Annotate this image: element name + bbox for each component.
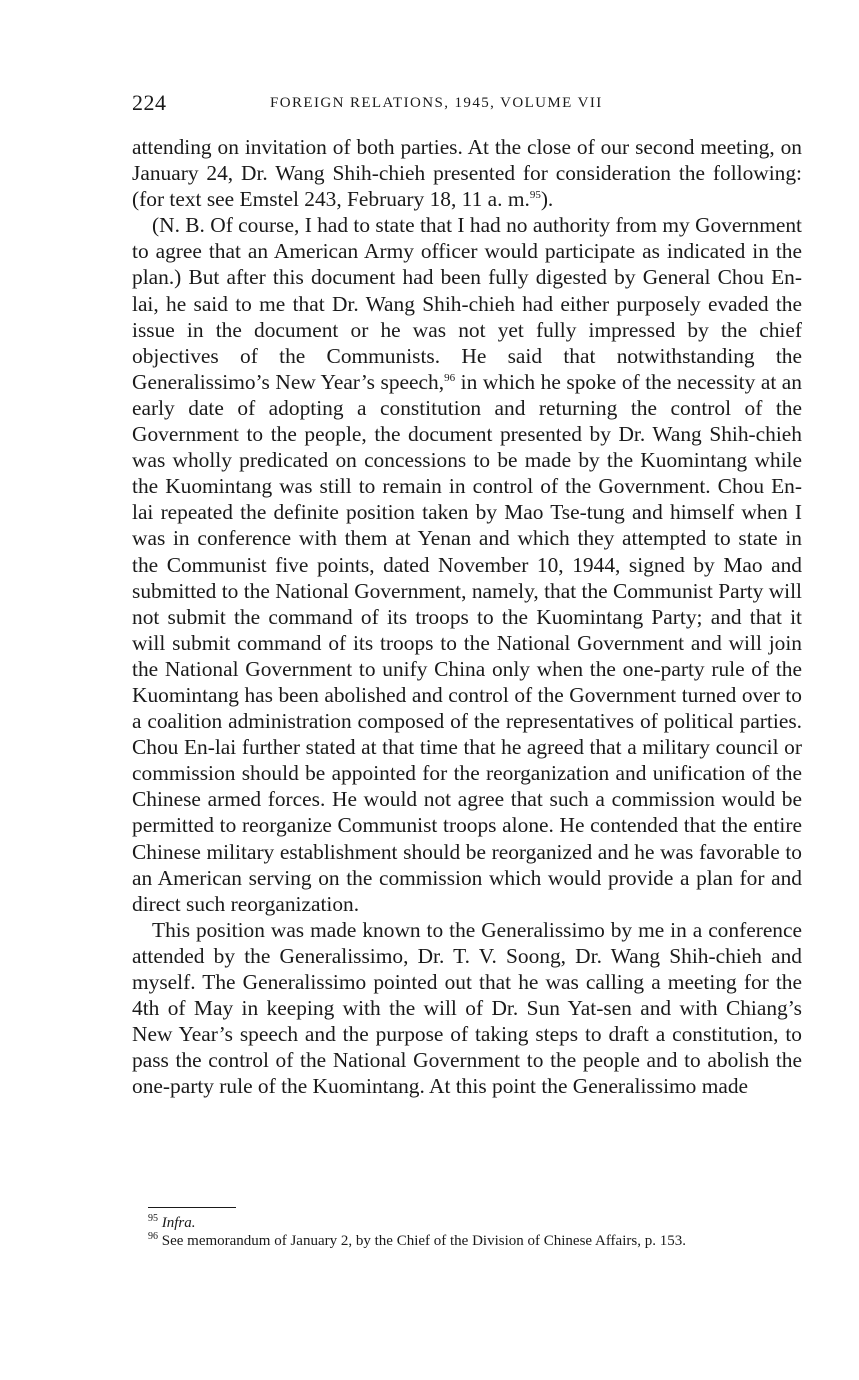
paragraph-3 xyxy=(132,917,802,1100)
paragraph-2-text-end: in which he spoke of the necessity at an early date of adopting a constitution and returning the control of the Government to the people, the document presented by Dr. Wang Shih-chieh was wholly predicated on concessions to be made by the Kuomintang while the Kuomintang was still to remain in control of the Government. Chou En-lai repeated the definite position taken by Mao Tse-tung and himself when I was in conference with them at Yenan and which they attempted to state in the Communist five points, dated November 10, 1944, signed by Mao and submitted to the National Government, namely, that the Communist Party will not submit the command of its troops to the Kuomintang Party; and that it will submit command of its troops to the National Government and will join the National Government to unify China only when the one-party rule of the Kuomintang has been abolished and control of the Government turned over to a coalition administration composed of the representatives of political parties. Chou En-lai further stated at that time that he agreed that a military council or commission should be appointed for the reorganization and unification of the Chinese armed forces. He would not agree that such a commission would be permitted to reorganize Communist troops alone. He contended that the entire Chinese military establishment should be reorganized and he was favorable to an American serving on the commission which would provide a plan for and direct such reorganization. xyxy=(132,369,802,916)
paragraph-1-text: attending on invitation of both parties. At the close of our second meeting, on January 24, Dr. Wang Shih-chieh presented for consideration the following: (for text see Emstel 243, February 18, 11 a. m. xyxy=(132,135,802,212)
footnote-divider xyxy=(148,1207,236,1208)
paragraph-1 xyxy=(132,134,802,212)
running-head: FOREIGN RELATIONS, 1945, VOLUME VII xyxy=(270,95,603,111)
footnote-96-text: See memorandum of January 2, by the Chief of the Division of Chinese Affairs, p. 153. xyxy=(161,1233,686,1249)
footnotes xyxy=(132,1214,802,1250)
paragraph-2 xyxy=(132,212,802,917)
paragraph-3-text: This position was made known to the Generalissimo by me in a conference attended by the Generalissimo, Dr. T. V. Soong, Dr. Wang Shih-chieh and myself. The Generalissimo pointed out that he was calling a meeting for the 4th of May in keeping with the will of Dr. Sun Yat-sen and with Chiang’s New Year’s speech and the purpose of taking steps to draft a constitution, to pass the control of the National Government to the people and to abolish the one-party rule of the Kuomintang. At this point the Generalissimo made xyxy=(132,917,802,1099)
footnote-96 xyxy=(132,1232,802,1250)
footnote-mark-95: 95 xyxy=(148,1213,158,1224)
footnote-ref-95: 95 xyxy=(529,189,541,202)
footnote-95 xyxy=(132,1214,802,1232)
footnote-ref-96: 96 xyxy=(444,371,456,384)
body-text xyxy=(132,134,802,1099)
footnote-mark-96: 96 xyxy=(148,1231,158,1242)
page-header xyxy=(132,90,802,120)
footnote-95-text: Infra. xyxy=(161,1215,196,1231)
page-number: 224 xyxy=(132,90,167,115)
paragraph-1-text-end: ). xyxy=(540,187,554,212)
paragraph-2-text: (N. B. Of course, I had to state that I had no authority from my Government to agree that an American Army officer would participate as indicated in the plan.) But after this document had been fully digested by General Chou En-lai, he said to me that Dr. Wang Shih-chieh had either purposely evaded the issue in the document or he was not yet fully impressed by the chief objectives of the Communists. He said that notwithstanding the Generalissimo’s New Year’s speech, xyxy=(132,213,802,394)
